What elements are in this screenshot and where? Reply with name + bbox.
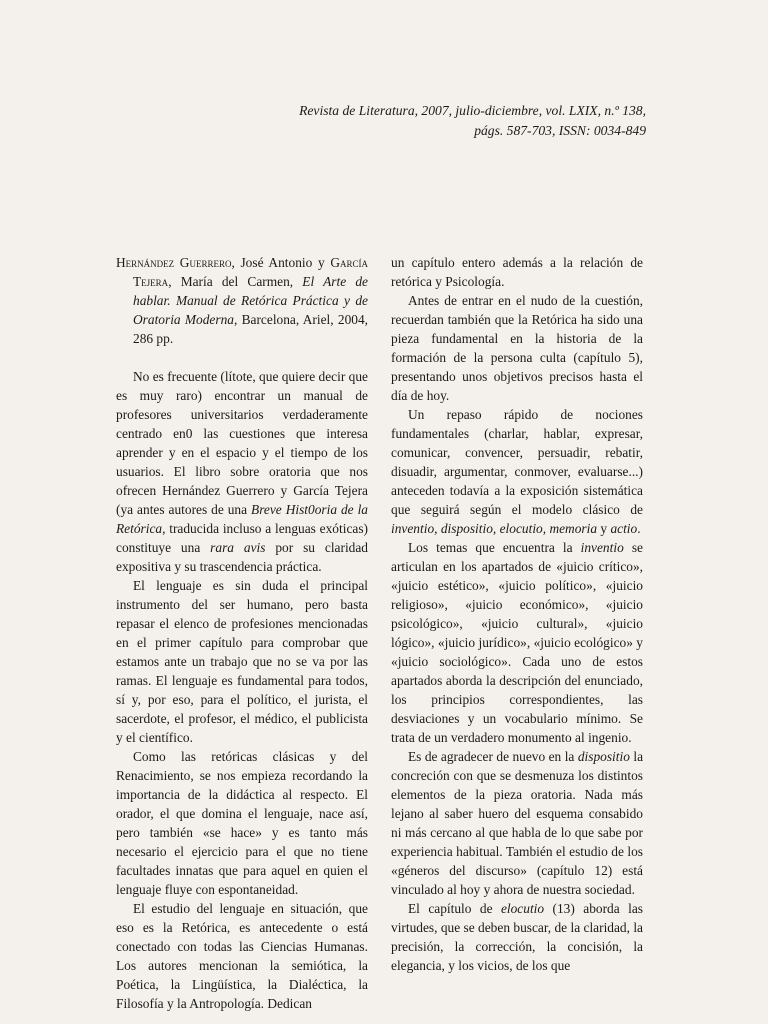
left-column — [116, 253, 368, 1013]
right-column — [391, 253, 643, 975]
book-imprint: , Barcelona, Ariel, 2004, 286 pp. — [133, 312, 369, 346]
text-run: No es frecuente (lítote, que quiere decir que es muy raro) encontrar un manual de profesores universitarios verdaderamente centrado en0 las cuestiones que interesa aprender y en el espacio y el tiempo de los usuarios. El libro sobre oratoria que nos ofrecen Hernández Guerrero y García Tejera (ya antes autores de una — [116, 369, 368, 517]
paragraph: El lenguaje es sin duda el principal instrumento del ser humano, pero basta repasar el elenco de profesiones mencionadas en el primer capítulo para comprobar que estamos ante un trabajo que no se va por las ramas. El lenguaje es fundamental para todos, sí y, por eso, para el político, el jurista, el sacerdote, el profesor, el médico, el publicista y el científico. — [116, 578, 368, 745]
book-title: El Arte de hablar. Manual de Retórica Práctica y de Oratoria Moderna — [133, 274, 368, 327]
paragraph — [391, 899, 643, 975]
text-run-italic: Breve Hist0oria de la Retórica — [116, 502, 368, 536]
journal-header — [299, 101, 646, 140]
paragraph: Como las retóricas clásicas y del Renacimiento, se nos empieza recordando la importancia de la didáctica al respecto. El orador, el que domina el lenguaje, nace así, pero también «se hace» y es tanto más necesario el ejercicio para el que no tiene facultades innatas que para aquel en quien el lenguaje fluye con espontaneidad. — [116, 749, 368, 897]
paragraph: El estudio del lenguaje en situación, que eso es la Retórica, es antecedente o está conectado con todas las Ciencias Humanas. Los autores mencionan la semiótica, la Poética, la Lingüística, la Dialéctica, la Filosofía y la Antropología. Dedican — [116, 901, 368, 1011]
text-run: El capítulo de — [408, 901, 501, 916]
paragraph — [391, 538, 643, 747]
paragraph — [391, 405, 643, 538]
text-run-italic: elocutio — [500, 901, 545, 916]
paragraph — [391, 747, 643, 899]
author-2-given: , María del Carmen, — [168, 274, 303, 289]
text-run: y — [597, 521, 611, 536]
text-run-italic: inventio, dispositio, elocutio, memoria — [391, 521, 598, 536]
text-run: . — [637, 521, 641, 536]
text-run-italic: dispositio — [577, 749, 630, 764]
journal-citation-line-2: págs. 587-703, ISSN: 0034-849 — [474, 122, 646, 138]
author-2-surname: García Tejera — [133, 255, 368, 289]
text-run: Los temas que encuentra la — [408, 540, 581, 555]
author-1-given: , José Antonio y — [231, 255, 331, 270]
text-run: se articulan en los apartados de «juicio crítico», «juicio estético», «juicio político», «juicio religioso», «juicio económico», «juicio psicológico», «juicio cultural», «juicio lógico», «juicio jurídico», «juicio ecológico» y «juicio sociológico». Cada uno de estos apartados aborda la descripción del enunciado, los principios correspondientes, las desviaciones y un vocabulario mínimo. Se trata de un verdadero monumento al ingenio. — [391, 540, 643, 745]
text-run: (13) aborda las virtudes, que se deben buscar, de la claridad, la precisión, la corrección, la concisión, la elegancia, y los vicios, de los que — [391, 901, 643, 973]
text-run: Un repaso rápido de nociones fundamentales (charlar, hablar, expresar, comunicar, convencer, persuadir, rebatir, disuadir, argumentar, conmover, evaluarse...) anteceden todavía a la exposición sistemática que seguirá según el modelo clásico de — [391, 407, 643, 517]
paragraph-continued: un capítulo entero además a la relación de retórica y Psicología. — [391, 255, 643, 289]
text-run-italic: actio — [610, 521, 638, 536]
paragraph: Antes de entrar en el nudo de la cuestión, recuerdan también que la Retórica ha sido una pieza fundamental en la historia de la formación de la persona culta (capítulo 5), presentando unos objetivos precisos hasta el día de hoy. — [391, 293, 643, 403]
author-1-surname: Hernández Guerrero — [116, 255, 232, 270]
text-run-italic: inventio — [580, 540, 624, 555]
text-run-italic: rara avis — [210, 540, 266, 555]
text-run: Es de agradecer de nuevo en la — [408, 749, 578, 764]
text-run: , traducida incluso a lenguas exóticas) constituye una — [116, 521, 368, 555]
text-run: la concreción con que se desmenuza los distintos elementos de la pieza oratoria. Nada más lejano al saber huero del esquema consabido ni más cercano al que habla de lo que sabe por experiencia habitual. También el estudio de los «géneros del discurso» (capítulo 12) está vinculado al hoy y ahora de nuestra sociedad. — [391, 749, 644, 897]
paragraph — [116, 367, 368, 576]
journal-citation-line-1: Revista de Literatura, 2007, julio-diciembre, vol. LXIX, n.º 138, — [299, 103, 646, 118]
book-reference — [116, 253, 368, 348]
text-run: por su claridad expositiva y su trascendencia práctica. — [116, 540, 369, 574]
